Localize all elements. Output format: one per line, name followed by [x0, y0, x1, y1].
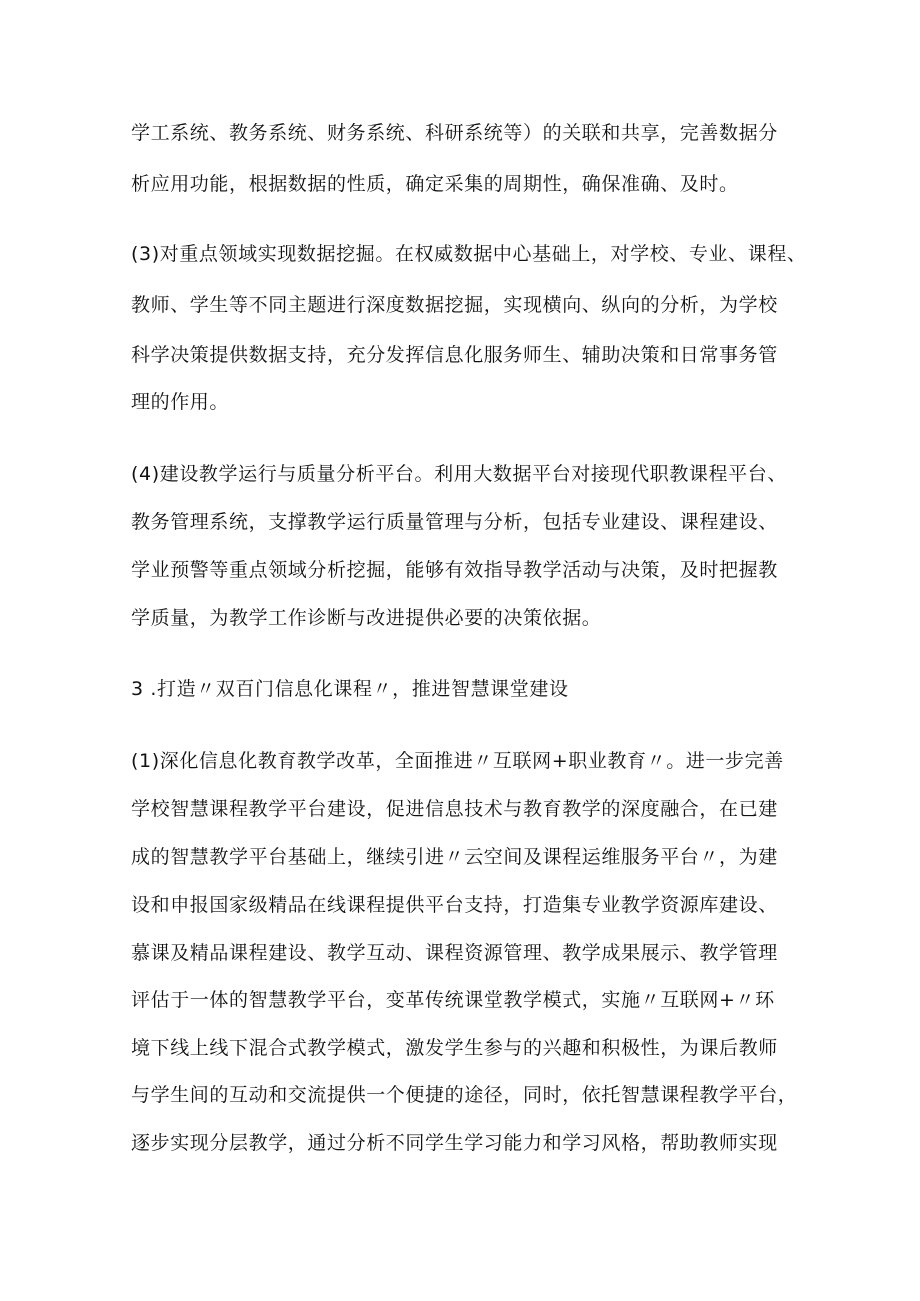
paragraph-3-line-3: 学业预警等重点领域分析挖掘，能够有效指导教学活动与决策，及时把握教: [131, 559, 778, 581]
paragraph-5-line-5: 慕课及精品课程建设、教学互动、课程资源管理、教学成果展示、教学管理: [131, 942, 778, 964]
paragraph-5-line-2: 学校智慧课程教学平台建设，促进信息技术与教育教学的深度融合，在已建: [131, 798, 778, 820]
paragraph-2-line-2: 教师、学生等不同主题进行深度数据挖掘，实现横向、纵向的分析，为学校: [131, 294, 778, 316]
paragraph-2-line-1: (3)对重点领域实现数据挖掘。在权威数据中心基础上，对学校、专业、课程、: [131, 243, 807, 265]
paragraph-5-line-4: 设和申报国家级精品在线课程提供平台支持，打造集专业教学资源库建设、: [131, 894, 778, 916]
paragraph-5-line-3: 成的智慧教学平台基础上，继续引进〃云空间及课程运维服务平台〃，为建: [131, 846, 778, 868]
paragraph-5-line-7: 境下线上线下混合式教学模式，激发学生参与的兴趣和积极性，为课后教师: [131, 1037, 778, 1059]
paragraph-2-line-3: 科学决策提供数据支持，充分发挥信息化服务师生、辅助决策和日常事务管: [131, 344, 778, 366]
paragraph-1-line-1: 学工系统、教务系统、财务系统、科研系统等）的关联和共享，完善数据分: [131, 122, 778, 144]
paragraph-5-line-9: 逐步实现分层教学，通过分析不同学生学习能力和学习风格，帮助教师实现: [131, 1132, 778, 1154]
paragraph-1-line-2: 析应用功能，根据数据的性质，确定采集的周期性，确保准确、及时。: [131, 173, 739, 195]
section-heading: 3 .打造〃双百门信息化课程〃，推进智慧课堂建设: [131, 678, 569, 700]
paragraph-3-line-1: (4)建设教学运行与质量分析平台。利用大数据平台对接现代职教课程平台、: [131, 463, 787, 485]
paragraph-3-line-4: 学质量，为教学工作诊断与改进提供必要的决策依据。: [131, 607, 602, 629]
paragraph-5-line-1: (1)深化信息化教育教学改革，全面推进〃互联网+职业教育〃。进一步完善: [131, 750, 784, 772]
paragraph-2-line-4: 理的作用。: [131, 391, 230, 413]
paragraph-5-line-6: 评估于一体的智慧教学平台，变革传统课堂教学模式，实施〃互联网+〃环: [131, 989, 775, 1011]
paragraph-3-line-2: 教务管理系统，支撑教学运行质量管理与分析，包括专业建设、课程建设、: [131, 511, 778, 533]
paragraph-5-line-8: 与学生间的互动和交流提供一个便捷的途径，同时，依托智慧课程教学平台，: [131, 1084, 798, 1106]
